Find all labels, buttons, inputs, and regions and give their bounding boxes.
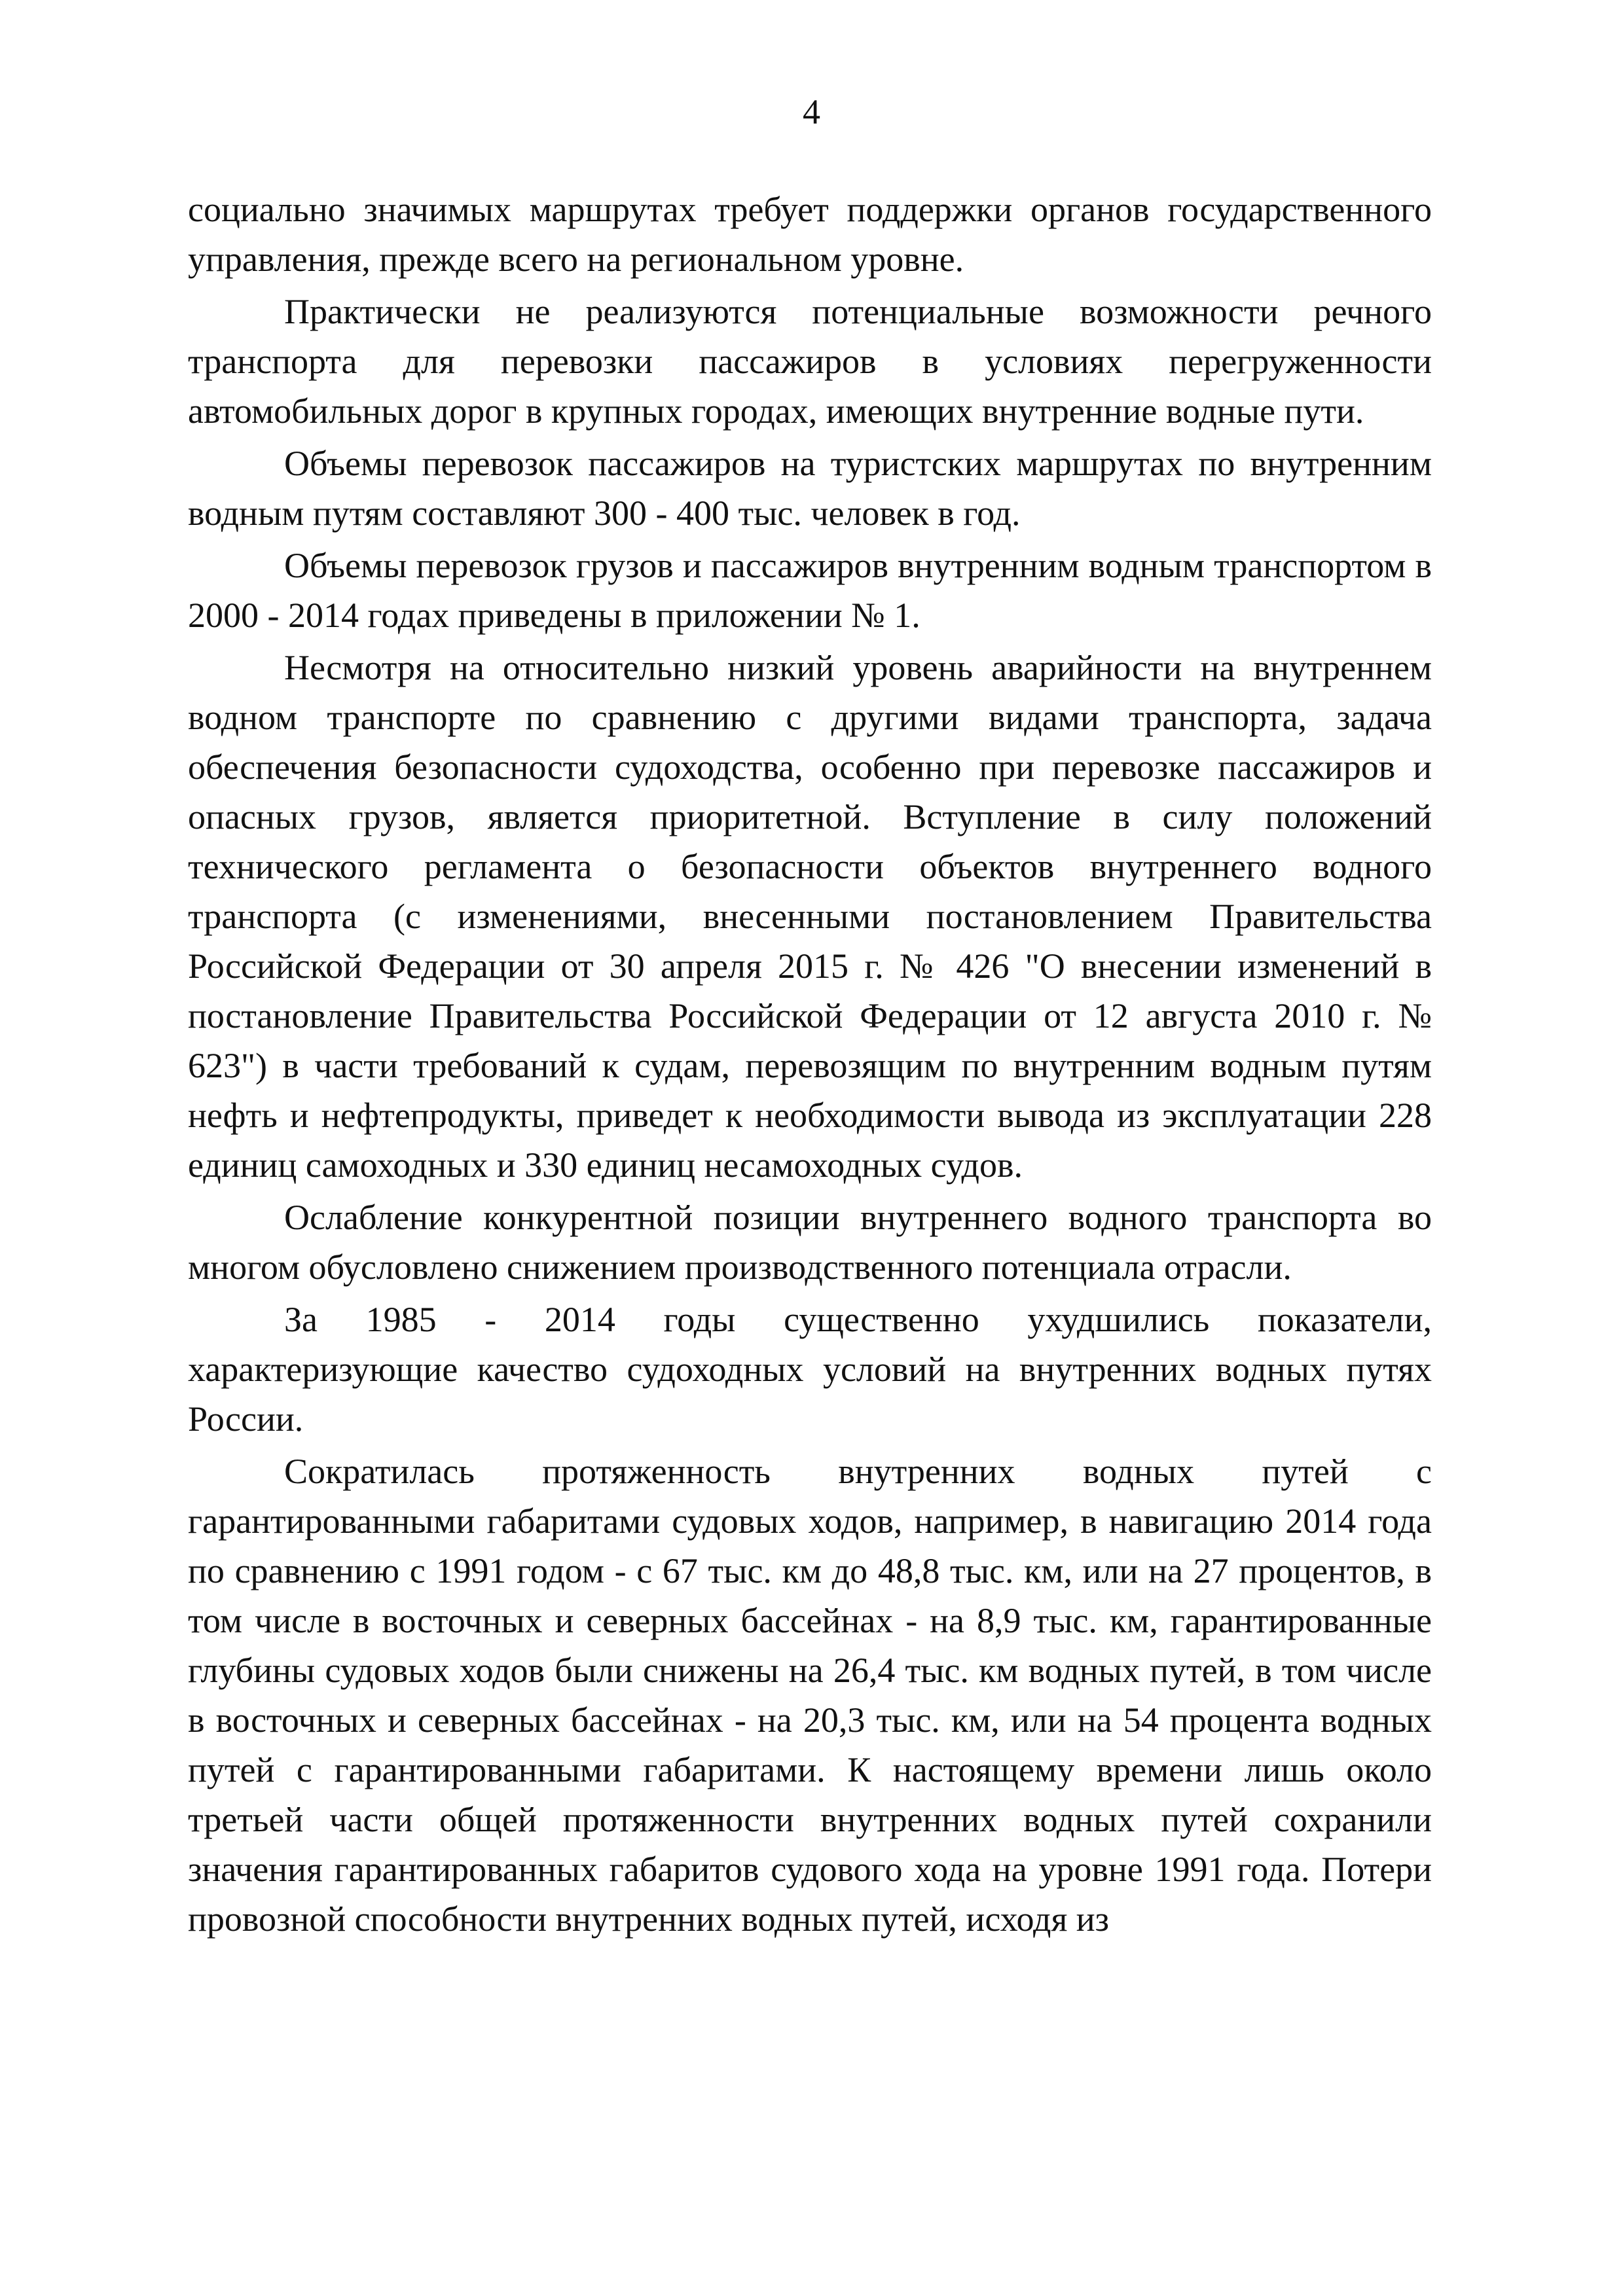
paragraph-1: социально значимых маршрутах требует поддержки органов государственного управления, прежде всего на региональном уровне. (188, 190, 1432, 279)
paragraph-5: Несмотря на относительно низкий уровень аварийности на внутреннем водном транспорте по сравнению с другими видами транспорта, задача обеспечения безопасности судоходства, особенно при перевозке пассажиров и опасных грузов, является приоритетной. Вступление в силу положений технического регламента о безопасности объектов внутреннего водного транспорта (с изменениями, внесенными постановлением Правительства Российской Федерации от 30 апреля 2015 г. № 426 "О внесении изменений в постановление Правительства Российской Федерации от 12 августа 2010 г. № 623") в части требований к судам, перевозящим по внутренним водным путям нефть и нефтепродукты, приведет к необходимости вывода из эксплуатации 228 единиц самоходных и 330 единиц несамоходных судов. (188, 648, 1432, 1185)
paragraph-4: Объемы перевозок грузов и пассажиров внутренним водным транспортом в 2000 - 2014 годах приведены в приложении № 1. (188, 546, 1432, 635)
paragraph-6: Ослабление конкурентной позиции внутреннего водного транспорта во многом обусловлено снижением производственного потенциала отрасли. (188, 1198, 1432, 1287)
page-number: 4 (803, 92, 820, 132)
paragraph-7: За 1985 - 2014 годы существенно ухудшились показатели, характеризующие качество судоходных условий на внутренних водных путях России. (188, 1300, 1432, 1439)
paragraph-3: Объемы перевозок пассажиров на туристских маршрутах по внутренним водным путям составляют 300 - 400 тыс. человек в год. (188, 444, 1432, 533)
paragraph-2: Практически не реализуются потенциальные возможности речного транспорта для перевозки пассажиров в условиях перегруженности автомобильных дорог в крупных городах, имеющих внутренние водные пути. (188, 292, 1432, 431)
paragraph-8: Сократилась протяженность внутренних водных путей с гарантированными габаритами судовых ходов, например, в навигацию 2014 года по сравнению с 1991 годом - с 67 тыс. км до 48,8 тыс. км, или на 27 процентов, в том числе в восточных и северных бассейнах - на 8,9 тыс. км, гарантированные глубины судовых ходов были снижены на 26,4 тыс. км водных путей, в том числе в восточных и северных бассейнах - на 20,3 тыс. км, или на 54 процента водных путей с гарантированными габаритами. К настоящему времени лишь около третьей части общей протяженности внутренних водных путей сохранили значения гарантированных габаритов судового хода на уровне 1991 года. Потери провозной способности внутренних водных путей, исходя из (188, 1452, 1432, 1939)
document-body (188, 185, 1432, 1944)
